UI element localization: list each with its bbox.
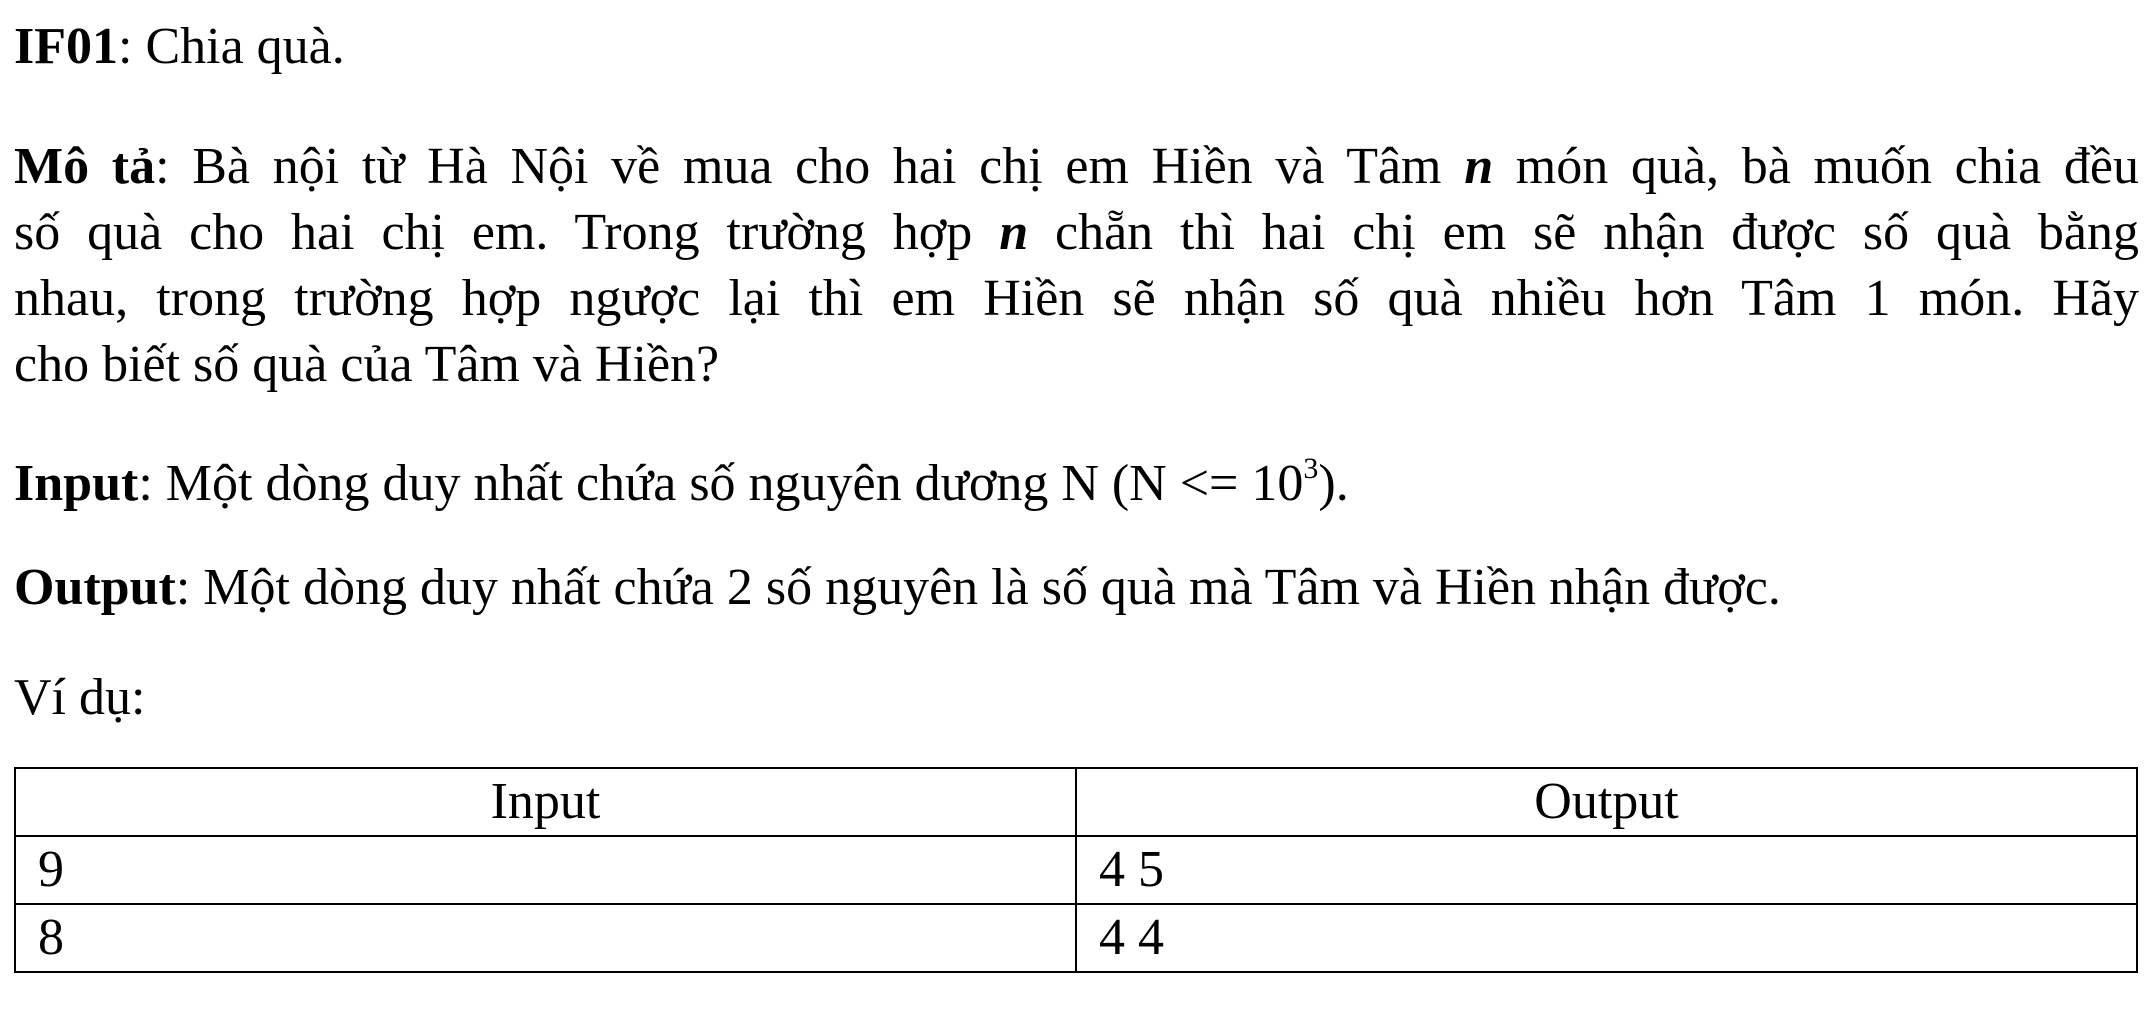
table-row (15, 904, 2137, 972)
problem-title (14, 14, 345, 80)
description-line-1 (14, 134, 2139, 200)
problem-title-text: : Chia quà. (118, 18, 345, 75)
variable-n: n (999, 204, 1029, 261)
input-spec-end: ). (1318, 455, 1349, 512)
table-header-row (15, 768, 2137, 836)
description-line-2 (14, 200, 2139, 266)
header-output: Output (1076, 768, 2137, 836)
description-text: số quà cho hai chị em. Trong trường hợp (14, 204, 1000, 261)
exponent: 3 (1303, 452, 1319, 485)
sample-input-cell: 9 (15, 836, 1076, 904)
header-input: Input (15, 768, 1076, 836)
description-label: Mô tả (14, 138, 156, 195)
sample-output-cell: 4 5 (1076, 836, 2137, 904)
input-spec (14, 451, 1349, 517)
table-row (15, 836, 2137, 904)
sample-input-cell: 8 (15, 904, 1076, 972)
example-label: Ví dụ: (14, 669, 146, 726)
sample-output-cell: 4 4 (1076, 904, 2137, 972)
input-label: Input (14, 455, 139, 512)
description-line-3: nhau, trong trường hợp ngược lại thì em Hiền sẽ nhận số quà nhiều hơn Tâm 1 món. Hãy (14, 270, 2139, 327)
input-spec-text: : Một dòng duy nhất chứa số nguyên dương N (N <= 10 (138, 455, 1304, 512)
problem-code: IF01 (14, 18, 118, 75)
description-paragraph (14, 134, 2139, 398)
description-text: món quà, bà muốn chia đều (1493, 138, 2139, 195)
output-label: Output (14, 559, 176, 616)
description-line-4: cho biết số quà của Tâm và Hiền? (14, 336, 720, 393)
sample-table (14, 767, 2138, 973)
description-text: : Bà nội từ Hà Nội về mua cho hai chị em Hiền và Tâm (155, 138, 1465, 195)
description-text: chẵn thì hai chị em sẽ nhận được số quà bằng (1028, 204, 2139, 261)
output-spec (14, 555, 1781, 621)
variable-n: n (1464, 138, 1494, 195)
output-spec-text: : Một dòng duy nhất chứa 2 số nguyên là số quà mà Tâm và Hiền nhận được. (175, 559, 1781, 616)
